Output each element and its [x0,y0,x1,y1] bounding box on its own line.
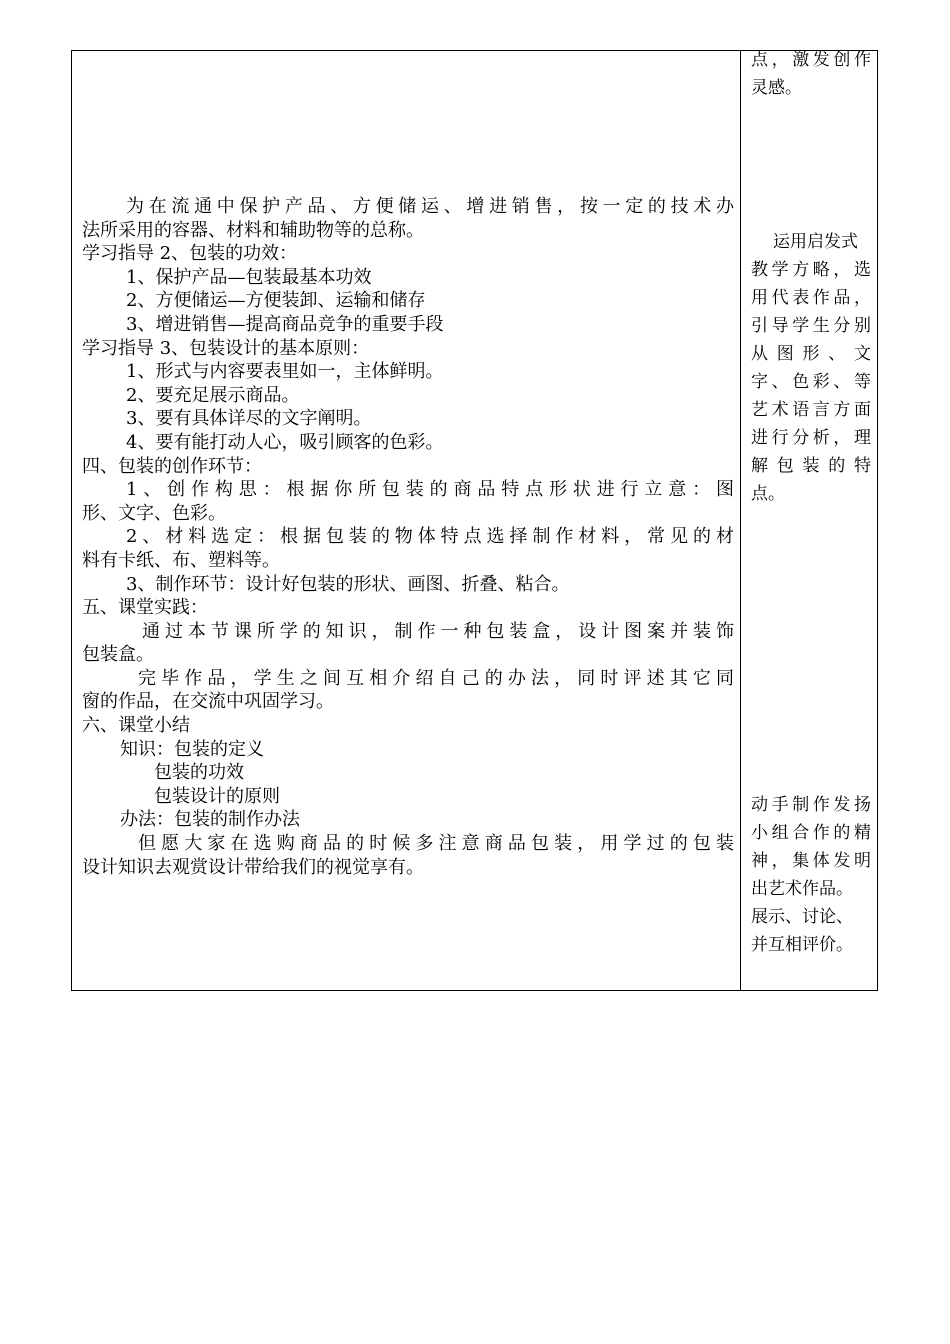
list-item: 3、增进销售—提高商品竞争的重要手段 [126,313,444,335]
list-item: 2、材料选定：根据包装的物体特点选择制作材料，常见的材 [126,526,734,548]
text-line: 料有卡纸、布、塑料等。 [82,549,280,571]
summary-item: 办法：包装的制作办法 [120,809,300,831]
side-note-line: 教学方略，选 [751,260,871,280]
side-note-line: 运用启发式 [773,232,858,252]
text-line: 窗的作品，在交流中巩固学习。 [82,691,334,713]
side-note-top [751,46,871,102]
list-item: 1、创作构思：根据你所包装的商品特点形状进行立意：图 [126,479,734,501]
text-line: 设计知识去观赏设计带给我们的视觉享有。 [82,856,424,878]
list-item: 4、要有能打动人心，吸引顾客的色彩。 [126,431,444,453]
text-line: 包装盒。 [82,644,154,666]
side-note-line: 小组合作的精 [751,823,871,843]
side-note-line: 动手制作发扬 [751,795,871,815]
side-note-middle [751,228,871,508]
list-item: 2、要充足展示商品。 [126,384,300,406]
side-note-line: 出艺术作品。 [751,879,853,899]
section-heading: 学习指导 2、包装的功效： [82,243,298,265]
side-note-line: 艺术语言方面 [751,400,871,420]
side-note-bottom [751,791,871,959]
summary-item: 包装的功效 [154,762,244,784]
text-line: 形、文字、色彩。 [82,502,226,524]
side-note-line: 引导学生分别 [751,316,871,336]
section-heading: 四、包装的创作环节： [82,455,262,477]
summary-item: 包装设计的原则 [154,785,280,807]
side-note-line: 灵感。 [751,78,802,98]
text-line: 完毕作品，学生之间互相介绍自己的办法，同时评述其它同 [138,667,734,689]
side-note-line: 用代表作品， [751,288,871,308]
side-note-line: 点，激发创作 [751,50,871,70]
list-item: 1、形式与内容要表里如一，主体鲜明。 [126,361,444,383]
column-divider [740,50,741,991]
list-item: 2、方便储运—方便装卸、运输和储存 [126,290,426,312]
list-item: 3、制作环节：设计好包装的形状、画图、折叠、粘合。 [126,573,570,595]
text-line: 但愿大家在选购商品的时候多注意商品包装，用学过的包装 [138,833,734,855]
side-note-line: 解包装的特 [751,456,871,476]
list-item: 1、保护产品—包装最基本功效 [126,266,372,288]
text-line: 法所采用的容器、材料和辅助物等的总称。 [82,219,424,241]
section-heading: 五、课堂实践： [82,597,208,619]
side-note-line: 字、色彩、等 [751,372,871,392]
text-line: 通过本节课所学的知识，制作一种包装盒，设计图案并装饰 [142,620,734,642]
side-note-line: 从图形、文 [751,344,871,364]
text-line: 为在流通中保护产品、方便储运、增进销售，按一定的技术办 [126,196,734,217]
side-note-line: 神，集体发明 [751,851,871,871]
side-note-line: 展示、讨论、 [751,907,853,927]
side-note-line: 进行分析，理 [751,428,871,448]
section-heading: 学习指导 3、包装设计的基本原则： [82,337,370,359]
section-heading: 六、课堂小结 [82,715,190,737]
list-item: 3、要有具体详尽的文字阐明。 [126,408,372,430]
side-note-line: 点。 [751,484,785,504]
lesson-content [82,195,734,879]
summary-item: 知识：包装的定义 [120,738,264,760]
side-note-line: 并互相评价。 [751,935,853,955]
